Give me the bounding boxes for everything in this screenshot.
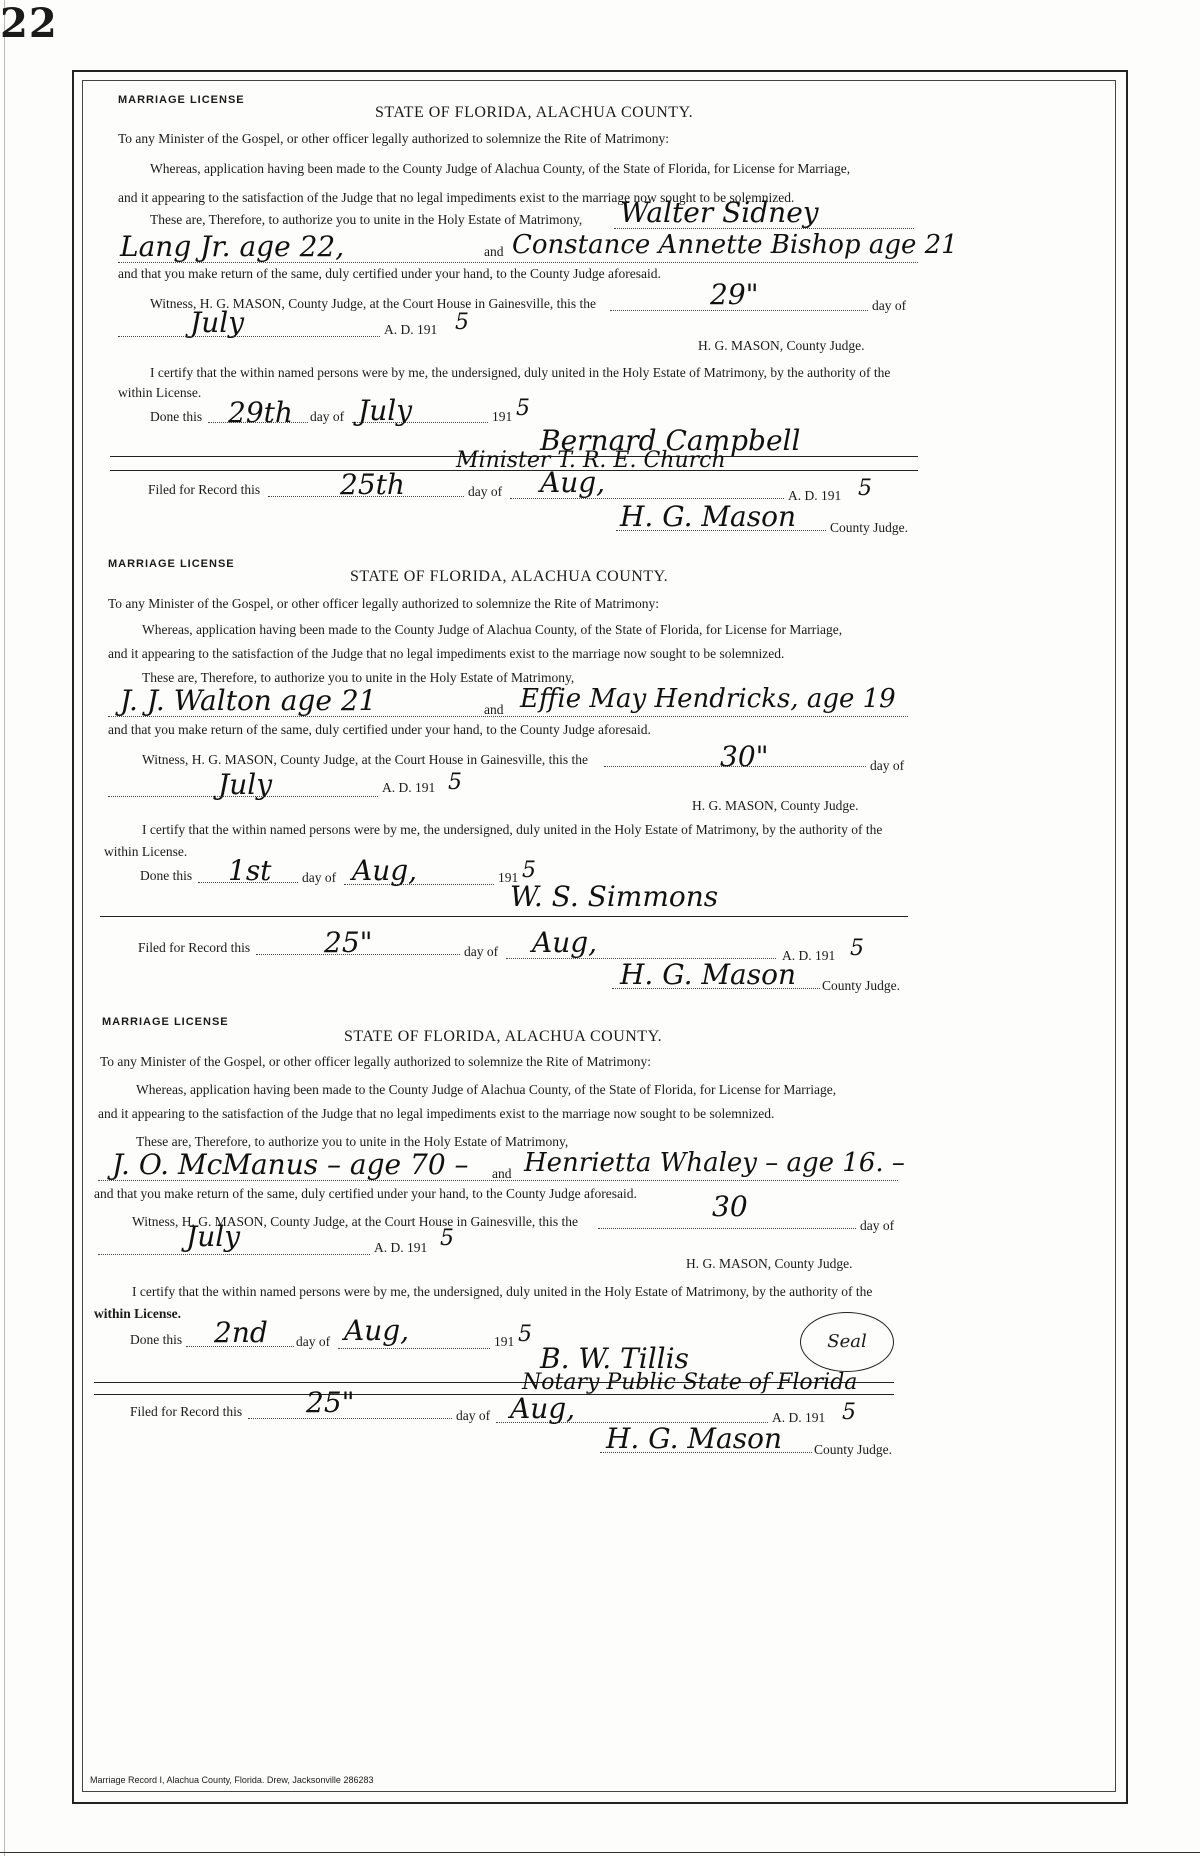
- judge-signature: H. G. Mason: [620, 958, 797, 991]
- witness-year: 5: [448, 770, 462, 795]
- marriage-license-2: [0, 464, 1200, 993]
- bride-name: Effie May Hendricks, age 19: [520, 684, 896, 714]
- done-year: 5: [518, 1322, 532, 1347]
- dotted-line: [108, 716, 908, 717]
- done-day: 2nd: [214, 1316, 268, 1349]
- filed-ad: A. D. 191: [772, 1410, 826, 1425]
- witness-text: Witness, H. G. MASON, County Judge, at the Court House in Gainesville, this the: [150, 296, 597, 311]
- within-license: within License.: [104, 844, 188, 859]
- witness-month: July: [218, 768, 273, 801]
- bottom-edge: [0, 1852, 1200, 1853]
- ruled-line: [94, 1394, 894, 1395]
- license-state: STATE OF FLORIDA, ALACHUA COUNTY.: [350, 568, 669, 585]
- within-license: within License.: [118, 385, 202, 400]
- license-heading: MARRIAGE LICENSE: [118, 94, 245, 106]
- ad-year: A. D. 191: [384, 322, 438, 337]
- and-it-appearing: and it appearing to the satisfaction of the Judge that no legal impediments exist to the marriage now sought to be solemnized.: [108, 646, 785, 661]
- done-this: Done this: [130, 1332, 183, 1347]
- license-state: STATE OF FLORIDA, ALACHUA COUNTY.: [375, 104, 694, 121]
- page-footer: Marriage Record I, Alachua County, Florida. Drew, Jacksonville 286283: [90, 1775, 374, 1785]
- witness-text: Witness, H. G. MASON, County Judge, at the Court House in Gainesville, this the: [132, 1214, 579, 1229]
- dotted-line: [614, 228, 914, 229]
- filed-ad: A. D. 191: [782, 948, 836, 963]
- filed-day-of: day of: [456, 1408, 491, 1423]
- filed-month: Aug,: [540, 466, 606, 499]
- witness-text: Witness, H. G. MASON, County Judge, at the Court House in Gainesville, this the: [142, 752, 589, 767]
- dotted-line: [108, 796, 378, 797]
- done-this: Done this: [140, 868, 193, 883]
- dotted-line: [98, 1180, 898, 1181]
- these-are-text: These are, Therefore, to authorize you to unite in the Holy Estate of Matrimony,: [136, 1134, 569, 1149]
- to-any-minister: To any Minister of the Gospel, or other officer legally authorized to solemnize the Rite of Matrimony:: [100, 1054, 652, 1069]
- groom-name-line1: Walter Sidney: [620, 196, 819, 229]
- filed-for-record: Filed for Record this: [148, 482, 261, 497]
- done-day-of: day of: [302, 870, 337, 885]
- done-month: Aug,: [352, 854, 418, 887]
- license-heading: MARRIAGE LICENSE: [102, 1016, 229, 1028]
- marriage-license-3: [0, 922, 1200, 1802]
- witness-day: 29": [710, 278, 759, 311]
- ad-year: A. D. 191: [382, 780, 436, 795]
- done-day: 1st: [228, 854, 272, 887]
- and-it-appearing: and it appearing to the satisfaction of the Judge that no legal impediments exist to the marriage now sought to be solemnized.: [98, 1106, 775, 1121]
- judge-signature: H. G. Mason: [620, 500, 797, 533]
- dotted-line: [598, 1228, 856, 1229]
- filed-month: Aug,: [510, 1392, 576, 1425]
- certify-text: I certify that the within named persons were by me, the undersigned, duly united in the Holy Estate of Matrimony, by the authority of the: [142, 822, 883, 837]
- filed-ad: A. D. 191: [788, 488, 842, 503]
- done-year-prefix: 191: [492, 409, 513, 424]
- whereas-text: Whereas, application having been made to the County Judge of Alachua County, of the State of Florida, for License for Marriage,: [150, 161, 851, 176]
- bride-name: Henrietta Whaley – age 16. –: [524, 1148, 905, 1178]
- done-year: 5: [522, 858, 536, 883]
- filed-for-record: Filed for Record this: [138, 940, 251, 955]
- officiant-signature: W. S. Simmons: [510, 880, 719, 913]
- dotted-line: [118, 336, 380, 337]
- filed-for-record: Filed for Record this: [130, 1404, 243, 1419]
- county-judge: County Judge.: [814, 1442, 893, 1457]
- whereas-text: Whereas, application having been made to the County Judge of Alachua County, of the State of Florida, for License for Marriage,: [142, 622, 843, 637]
- witness-day: 30: [712, 1190, 748, 1223]
- groom-name-line2: Lang Jr. age 22,: [120, 230, 345, 263]
- filed-year: 5: [850, 936, 864, 961]
- dotted-line: [338, 1348, 490, 1349]
- day-of: day of: [870, 758, 905, 773]
- witness-year: 5: [455, 310, 469, 335]
- witness-month: July: [190, 306, 245, 339]
- filed-day-of: day of: [468, 484, 503, 499]
- done-month: July: [358, 394, 413, 427]
- dotted-line: [600, 1452, 812, 1453]
- county-judge: County Judge.: [830, 520, 909, 535]
- dotted-line: [98, 1254, 370, 1255]
- officiant-signature: B. W. Tillis: [540, 1342, 689, 1375]
- dotted-line: [118, 262, 918, 263]
- done-day-of: day of: [310, 409, 345, 424]
- done-this: Done this: [150, 409, 203, 424]
- to-any-minister: To any Minister of the Gospel, or other officer legally authorized to solemnize the Rite of Matrimony:: [108, 596, 660, 611]
- county-judge: County Judge.: [822, 978, 901, 993]
- these-are-text: These are, Therefore, to authorize you to unite in the Holy Estate of Matrimony,: [150, 212, 583, 227]
- filed-day: 25": [324, 926, 373, 959]
- done-year: 5: [516, 396, 530, 421]
- these-are-text: These are, Therefore, to authorize you to unite in the Holy Estate of Matrimony,: [142, 670, 575, 685]
- judge-signature: H. G. Mason: [606, 1422, 783, 1455]
- and-word: and: [492, 1166, 512, 1181]
- officiant-signature: Bernard Campbell: [540, 424, 801, 457]
- marriage-license-1: [0, 0, 1200, 535]
- filed-day-of: day of: [464, 944, 499, 959]
- filed-day: 25": [306, 1386, 355, 1419]
- witness-day: 30": [720, 740, 769, 773]
- certify-text: I certify that the within named persons were by me, the undersigned, duly united in the Holy Estate of Matrimony, by the authority of the: [132, 1284, 873, 1299]
- ad-year: A. D. 191: [374, 1240, 428, 1255]
- to-any-minister: To any Minister of the Gospel, or other officer legally authorized to solemnize the Rite of Matrimony:: [118, 131, 670, 146]
- bride-name: Constance Annette Bishop age 21: [512, 230, 958, 260]
- and-word: and: [484, 702, 504, 717]
- done-year-prefix: 191: [494, 1334, 515, 1349]
- witness-month: July: [186, 1220, 241, 1253]
- filed-month: Aug,: [532, 926, 598, 959]
- judge-line: H. G. MASON, County Judge.: [698, 338, 865, 353]
- groom-name-line2: J. O. McManus – age 70 –: [112, 1148, 469, 1181]
- done-month: Aug,: [344, 1314, 410, 1347]
- and-that-text: and that you make return of the same, duly certified under your hand, to the County Judge aforesaid.: [94, 1186, 637, 1201]
- page-number: 22: [0, 0, 58, 47]
- done-day: 29th: [228, 396, 293, 429]
- filed-day: 25th: [340, 468, 405, 501]
- whereas-text: Whereas, application having been made to the County Judge of Alachua County, of the State of Florida, for License for Marriage,: [136, 1082, 837, 1097]
- day-of: day of: [872, 298, 907, 313]
- and-it-appearing: and it appearing to the satisfaction of the Judge that no legal impediments exist to the marriage now sought to be solemnized.: [118, 190, 795, 205]
- ruled-line: [100, 916, 908, 917]
- witness-year: 5: [440, 1226, 454, 1251]
- judge-line: H. G. MASON, County Judge.: [686, 1256, 853, 1271]
- filed-year: 5: [842, 1400, 856, 1425]
- certify-text: I certify that the within named persons were by me, the undersigned, duly united in the Holy Estate of Matrimony, by the authority of the: [150, 365, 891, 380]
- within-license: within License.: [94, 1306, 182, 1321]
- day-of: day of: [860, 1218, 895, 1233]
- and-word: and: [484, 244, 504, 259]
- officiant-title: Notary Public State of Florida: [522, 1370, 858, 1395]
- done-year-prefix: 191: [498, 870, 519, 885]
- and-that-text: and that you make return of the same, duly certified under your hand, to the County Judge aforesaid.: [108, 722, 651, 737]
- filed-year: 5: [858, 476, 872, 501]
- done-day-of: day of: [296, 1334, 331, 1349]
- license-state: STATE OF FLORIDA, ALACHUA COUNTY.: [344, 1028, 663, 1045]
- notary-seal: Seal: [800, 1312, 894, 1372]
- groom-name-line2: J. J. Walton age 21: [120, 684, 377, 717]
- and-that-text: and that you make return of the same, duly certified under your hand, to the County Judge aforesaid.: [118, 266, 661, 281]
- license-heading: MARRIAGE LICENSE: [108, 558, 235, 570]
- officiant-title: Minister T. R. E. Church: [456, 448, 726, 473]
- judge-line: H. G. MASON, County Judge.: [692, 798, 859, 813]
